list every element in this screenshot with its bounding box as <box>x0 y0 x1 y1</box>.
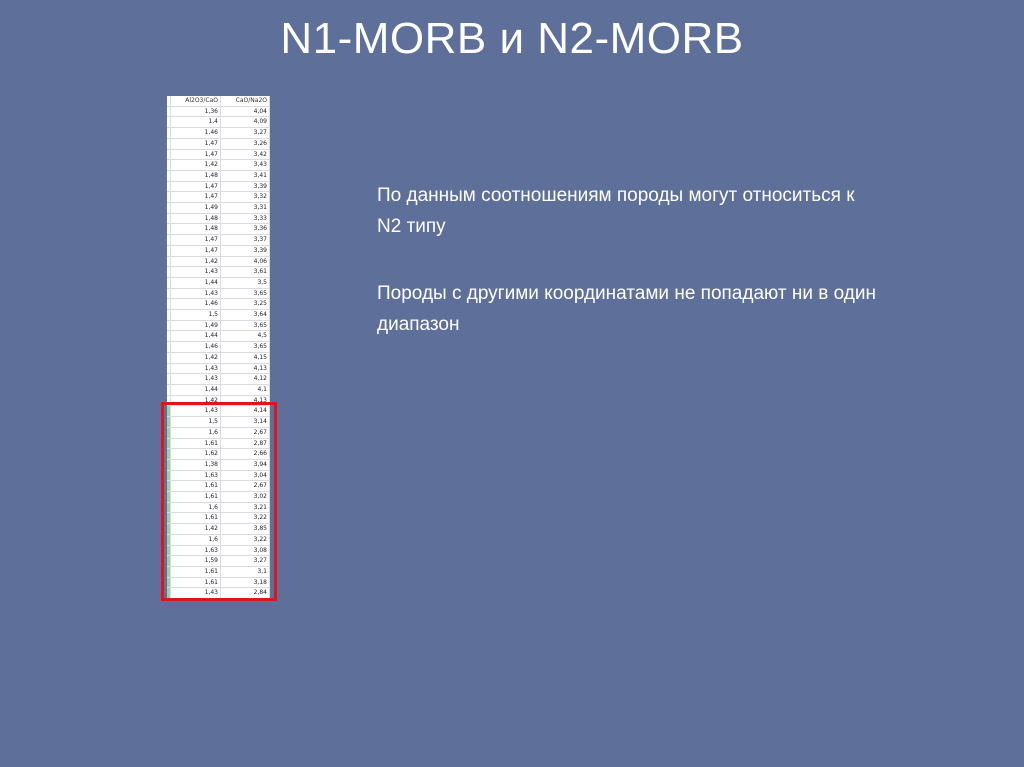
cell-cao-na2o: 4,13 <box>221 395 270 406</box>
cell-al2o3-cao: 1,43 <box>171 588 221 599</box>
cell-cao-na2o: 3,41 <box>221 170 270 181</box>
table-row <box>167 128 270 139</box>
cell-al2o3-cao: 1,44 <box>171 331 221 342</box>
cell-cao-na2o: 4,12 <box>221 374 270 385</box>
cell-cao-na2o: 3,22 <box>221 534 270 545</box>
cell-al2o3-cao: 1,43 <box>171 406 221 417</box>
cell-al2o3-cao: 1,6 <box>171 534 221 545</box>
table-row <box>167 352 270 363</box>
cell-al2o3-cao: 1,46 <box>171 342 221 353</box>
cell-cao-na2o: 2,87 <box>221 438 270 449</box>
cell-cao-na2o: 3,65 <box>221 288 270 299</box>
cell-al2o3-cao: 1,44 <box>171 384 221 395</box>
slide-body <box>377 180 877 376</box>
cell-cao-na2o: 3,42 <box>221 149 270 160</box>
cell-cao-na2o: 3,14 <box>221 417 270 428</box>
cell-al2o3-cao: 1,4 <box>171 117 221 128</box>
cell-cao-na2o: 4,06 <box>221 256 270 267</box>
cell-al2o3-cao: 1,48 <box>171 170 221 181</box>
cell-cao-na2o: 3,25 <box>221 299 270 310</box>
cell-cao-na2o: 3,43 <box>221 160 270 171</box>
column-header-al2o3-cao: Al2O3/CaO <box>171 96 221 106</box>
table-row <box>167 267 270 278</box>
cell-al2o3-cao: 1,5 <box>171 310 221 321</box>
table-row <box>167 310 270 321</box>
cell-cao-na2o: 2,67 <box>221 427 270 438</box>
cell-al2o3-cao: 1,43 <box>171 374 221 385</box>
cell-cao-na2o: 2,84 <box>221 588 270 599</box>
cell-cao-na2o: 3,1 <box>221 566 270 577</box>
cell-al2o3-cao: 1,47 <box>171 138 221 149</box>
cell-cao-na2o: 3,18 <box>221 577 270 588</box>
cell-cao-na2o: 3,04 <box>221 470 270 481</box>
table-row <box>167 213 270 224</box>
table-row <box>167 363 270 374</box>
cell-al2o3-cao: 1,46 <box>171 128 221 139</box>
cell-cao-na2o: 3,02 <box>221 492 270 503</box>
table-row <box>167 288 270 299</box>
cell-cao-na2o: 3,08 <box>221 545 270 556</box>
table-row <box>167 224 270 235</box>
table-row <box>167 256 270 267</box>
cell-cao-na2o: 3,26 <box>221 138 270 149</box>
cell-al2o3-cao: 1,44 <box>171 277 221 288</box>
cell-cao-na2o: 2,66 <box>221 449 270 460</box>
table-row <box>167 245 270 256</box>
cell-al2o3-cao: 1,62 <box>171 449 221 460</box>
cell-al2o3-cao: 1,43 <box>171 288 221 299</box>
cell-al2o3-cao: 1,42 <box>171 524 221 535</box>
cell-cao-na2o: 3,65 <box>221 342 270 353</box>
cell-al2o3-cao: 1,49 <box>171 203 221 214</box>
cell-cao-na2o: 3,27 <box>221 128 270 139</box>
cell-al2o3-cao: 1,47 <box>171 181 221 192</box>
table-row <box>167 320 270 331</box>
table-row <box>167 149 270 160</box>
cell-al2o3-cao: 1,48 <box>171 224 221 235</box>
cell-cao-na2o: 3,27 <box>221 556 270 567</box>
cell-al2o3-cao: 1,47 <box>171 235 221 246</box>
table-row <box>167 181 270 192</box>
cell-al2o3-cao: 1,47 <box>171 149 221 160</box>
cell-al2o3-cao: 1,61 <box>171 481 221 492</box>
table-row <box>167 170 270 181</box>
cell-cao-na2o: 3,31 <box>221 203 270 214</box>
cell-cao-na2o: 2,67 <box>221 481 270 492</box>
cell-cao-na2o: 4,09 <box>221 117 270 128</box>
cell-cao-na2o: 3,5 <box>221 277 270 288</box>
table-row <box>167 117 270 128</box>
table-row <box>167 331 270 342</box>
paragraph-other-coordinates: Породы с другими координатами не попадают ни в один диапазон <box>377 283 876 335</box>
table-row <box>167 160 270 171</box>
cell-al2o3-cao: 1,47 <box>171 192 221 203</box>
cell-cao-na2o: 3,94 <box>221 459 270 470</box>
cell-al2o3-cao: 1,63 <box>171 470 221 481</box>
column-header-cao-na2o: CaO/Na2O <box>221 96 270 106</box>
cell-al2o3-cao: 1,5 <box>171 417 221 428</box>
cell-cao-na2o: 4,1 <box>221 384 270 395</box>
cell-al2o3-cao: 1,42 <box>171 395 221 406</box>
cell-al2o3-cao: 1,61 <box>171 438 221 449</box>
cell-al2o3-cao: 1,61 <box>171 566 221 577</box>
table-row <box>167 342 270 353</box>
table-row <box>167 192 270 203</box>
cell-cao-na2o: 3,36 <box>221 224 270 235</box>
cell-cao-na2o: 3,61 <box>221 267 270 278</box>
table-row <box>167 106 270 117</box>
cell-cao-na2o: 3,21 <box>221 502 270 513</box>
cell-al2o3-cao: 1,43 <box>171 267 221 278</box>
cell-cao-na2o: 4,13 <box>221 363 270 374</box>
cell-cao-na2o: 3,37 <box>221 235 270 246</box>
table-row <box>167 138 270 149</box>
table-row <box>167 299 270 310</box>
cell-al2o3-cao: 1,61 <box>171 492 221 503</box>
cell-cao-na2o: 3,65 <box>221 320 270 331</box>
table-row <box>167 384 270 395</box>
cell-al2o3-cao: 1,38 <box>171 459 221 470</box>
cell-al2o3-cao: 1,6 <box>171 502 221 513</box>
cell-cao-na2o: 4,5 <box>221 331 270 342</box>
cell-al2o3-cao: 1,61 <box>171 577 221 588</box>
cell-cao-na2o: 3,33 <box>221 213 270 224</box>
cell-al2o3-cao: 1,42 <box>171 352 221 363</box>
cell-cao-na2o: 3,22 <box>221 513 270 524</box>
table-row <box>167 277 270 288</box>
cell-al2o3-cao: 1,42 <box>171 160 221 171</box>
slide-title: N1-MORB и N2-MORB <box>280 14 744 63</box>
paragraph-n2-type: По данным соотношениям породы могут относиться к N2 типу <box>377 185 855 237</box>
cell-al2o3-cao: 1,59 <box>171 556 221 567</box>
cell-al2o3-cao: 1,36 <box>171 106 221 117</box>
cell-cao-na2o: 4,15 <box>221 352 270 363</box>
cell-al2o3-cao: 1,46 <box>171 299 221 310</box>
cell-cao-na2o: 3,32 <box>221 192 270 203</box>
table-row <box>167 374 270 385</box>
cell-al2o3-cao: 1,42 <box>171 256 221 267</box>
cell-al2o3-cao: 1,61 <box>171 513 221 524</box>
cell-cao-na2o: 3,39 <box>221 181 270 192</box>
cell-al2o3-cao: 1,6 <box>171 427 221 438</box>
highlight-frame <box>161 402 277 601</box>
table-header-row <box>167 96 270 106</box>
cell-cao-na2o: 3,64 <box>221 310 270 321</box>
cell-cao-na2o: 3,39 <box>221 245 270 256</box>
table-row <box>167 203 270 214</box>
cell-al2o3-cao: 1,47 <box>171 245 221 256</box>
cell-al2o3-cao: 1,63 <box>171 545 221 556</box>
cell-al2o3-cao: 1,49 <box>171 320 221 331</box>
cell-cao-na2o: 4,14 <box>221 406 270 417</box>
table-row <box>167 235 270 246</box>
cell-al2o3-cao: 1,48 <box>171 213 221 224</box>
cell-cao-na2o: 3,85 <box>221 524 270 535</box>
cell-al2o3-cao: 1,43 <box>171 363 221 374</box>
cell-cao-na2o: 4,04 <box>221 106 270 117</box>
